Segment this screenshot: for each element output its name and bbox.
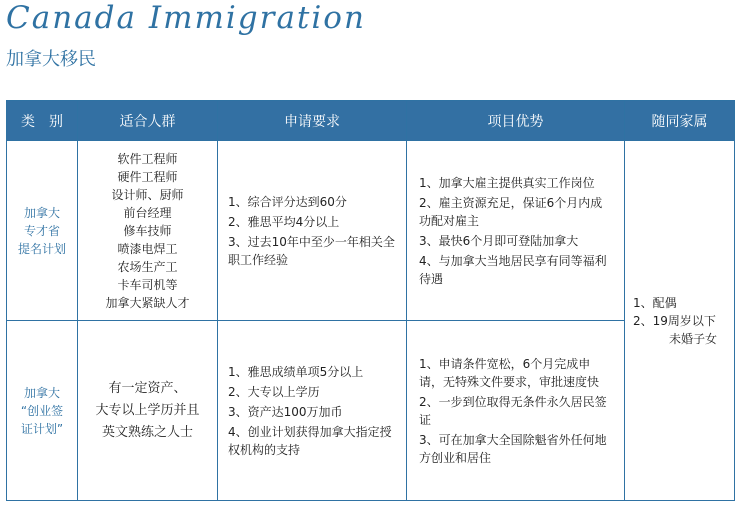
requirement-item: 1、雅思成绩单项5分以上 xyxy=(228,364,364,379)
audience-item: 加拿大紧缺人才 xyxy=(105,295,190,310)
table-row xyxy=(7,141,735,321)
plan-name-line: 证计划” xyxy=(20,421,64,436)
advantages-cell xyxy=(407,141,625,321)
audience-item: 修车技师 xyxy=(123,223,172,238)
header-advantages: 项目优势 xyxy=(407,101,625,141)
advantage-item: 2、一步到位取得无条件永久居民签证 xyxy=(419,394,607,427)
plan-name-line: 加拿大 xyxy=(23,205,60,220)
audience-item: 农场生产工 xyxy=(117,259,178,274)
advantage-item: 1、加拿大雇主提供真实工作岗位 xyxy=(419,175,595,190)
advantage-item: 3、最快6个月即可登陆加拿大 xyxy=(419,233,579,248)
plan-name-line: “创业签 xyxy=(20,403,64,418)
audience-item: 英文熟练之人士 xyxy=(101,424,193,440)
requirement-item: 3、资产达100万加币 xyxy=(228,404,343,419)
requirement-item: 2、雅思平均4分以上 xyxy=(228,214,340,229)
audience-item: 软件工程师 xyxy=(117,151,178,166)
audience-item: 硬件工程师 xyxy=(117,169,178,184)
family-children-cont: 未婚子女 xyxy=(669,331,718,346)
plan-name-line: 加拿大 xyxy=(23,385,60,400)
plan-name-cell xyxy=(7,321,78,501)
plan-name-line: 专才省 xyxy=(23,223,60,238)
audience-item: 卡车司机等 xyxy=(117,277,178,292)
advantage-item: 3、可在加拿大全国除魁省外任何地方创业和居住 xyxy=(419,432,607,465)
audience-cell xyxy=(78,141,218,321)
family-children: 2、19周岁以下 xyxy=(633,313,716,328)
title-chinese: 加拿大移民 xyxy=(6,49,96,70)
requirements-cell xyxy=(218,321,407,501)
audience-cell xyxy=(78,321,218,501)
header-category: 类 别 xyxy=(7,101,78,141)
requirement-item: 1、综合评分达到60分 xyxy=(228,194,347,209)
plan-name-line: 提名计划 xyxy=(17,241,66,256)
header-family: 随同家属 xyxy=(625,101,735,141)
requirement-item: 2、大专以上学历 xyxy=(228,384,320,399)
header-audience: 适合人群 xyxy=(78,101,218,141)
requirement-item: 3、过去10年中至少一年相关全职工作经验 xyxy=(228,234,395,267)
advantage-item: 4、与加拿大当地居民享有同等福利待遇 xyxy=(419,253,607,286)
plan-name-cell xyxy=(7,141,78,321)
audience-item: 有一定资产、 xyxy=(108,380,187,396)
family-cell xyxy=(625,141,735,501)
audience-item: 喷漆电焊工 xyxy=(117,241,178,256)
requirement-item: 4、创业计划获得加拿大指定授权机构的支持 xyxy=(228,424,392,457)
advantages-cell xyxy=(407,321,625,501)
advantage-item: 2、雇主资源充足，保证6个月内成功配对雇主 xyxy=(419,195,603,228)
audience-item: 大专以上学历并且 xyxy=(95,402,200,418)
advantage-item: 1、申请条件宽松，6个月完成申请，无特殊文件要求，审批速度快 xyxy=(419,356,600,389)
audience-item: 前台经理 xyxy=(123,205,172,220)
immigration-table xyxy=(6,100,735,501)
family-spouse: 1、配偶 xyxy=(633,295,677,310)
table-header-row xyxy=(7,101,735,141)
requirements-cell xyxy=(218,141,407,321)
audience-item: 设计师、厨师 xyxy=(111,187,184,202)
header-requirements: 申请要求 xyxy=(218,101,407,141)
title-english: Canada Immigration xyxy=(6,0,366,36)
